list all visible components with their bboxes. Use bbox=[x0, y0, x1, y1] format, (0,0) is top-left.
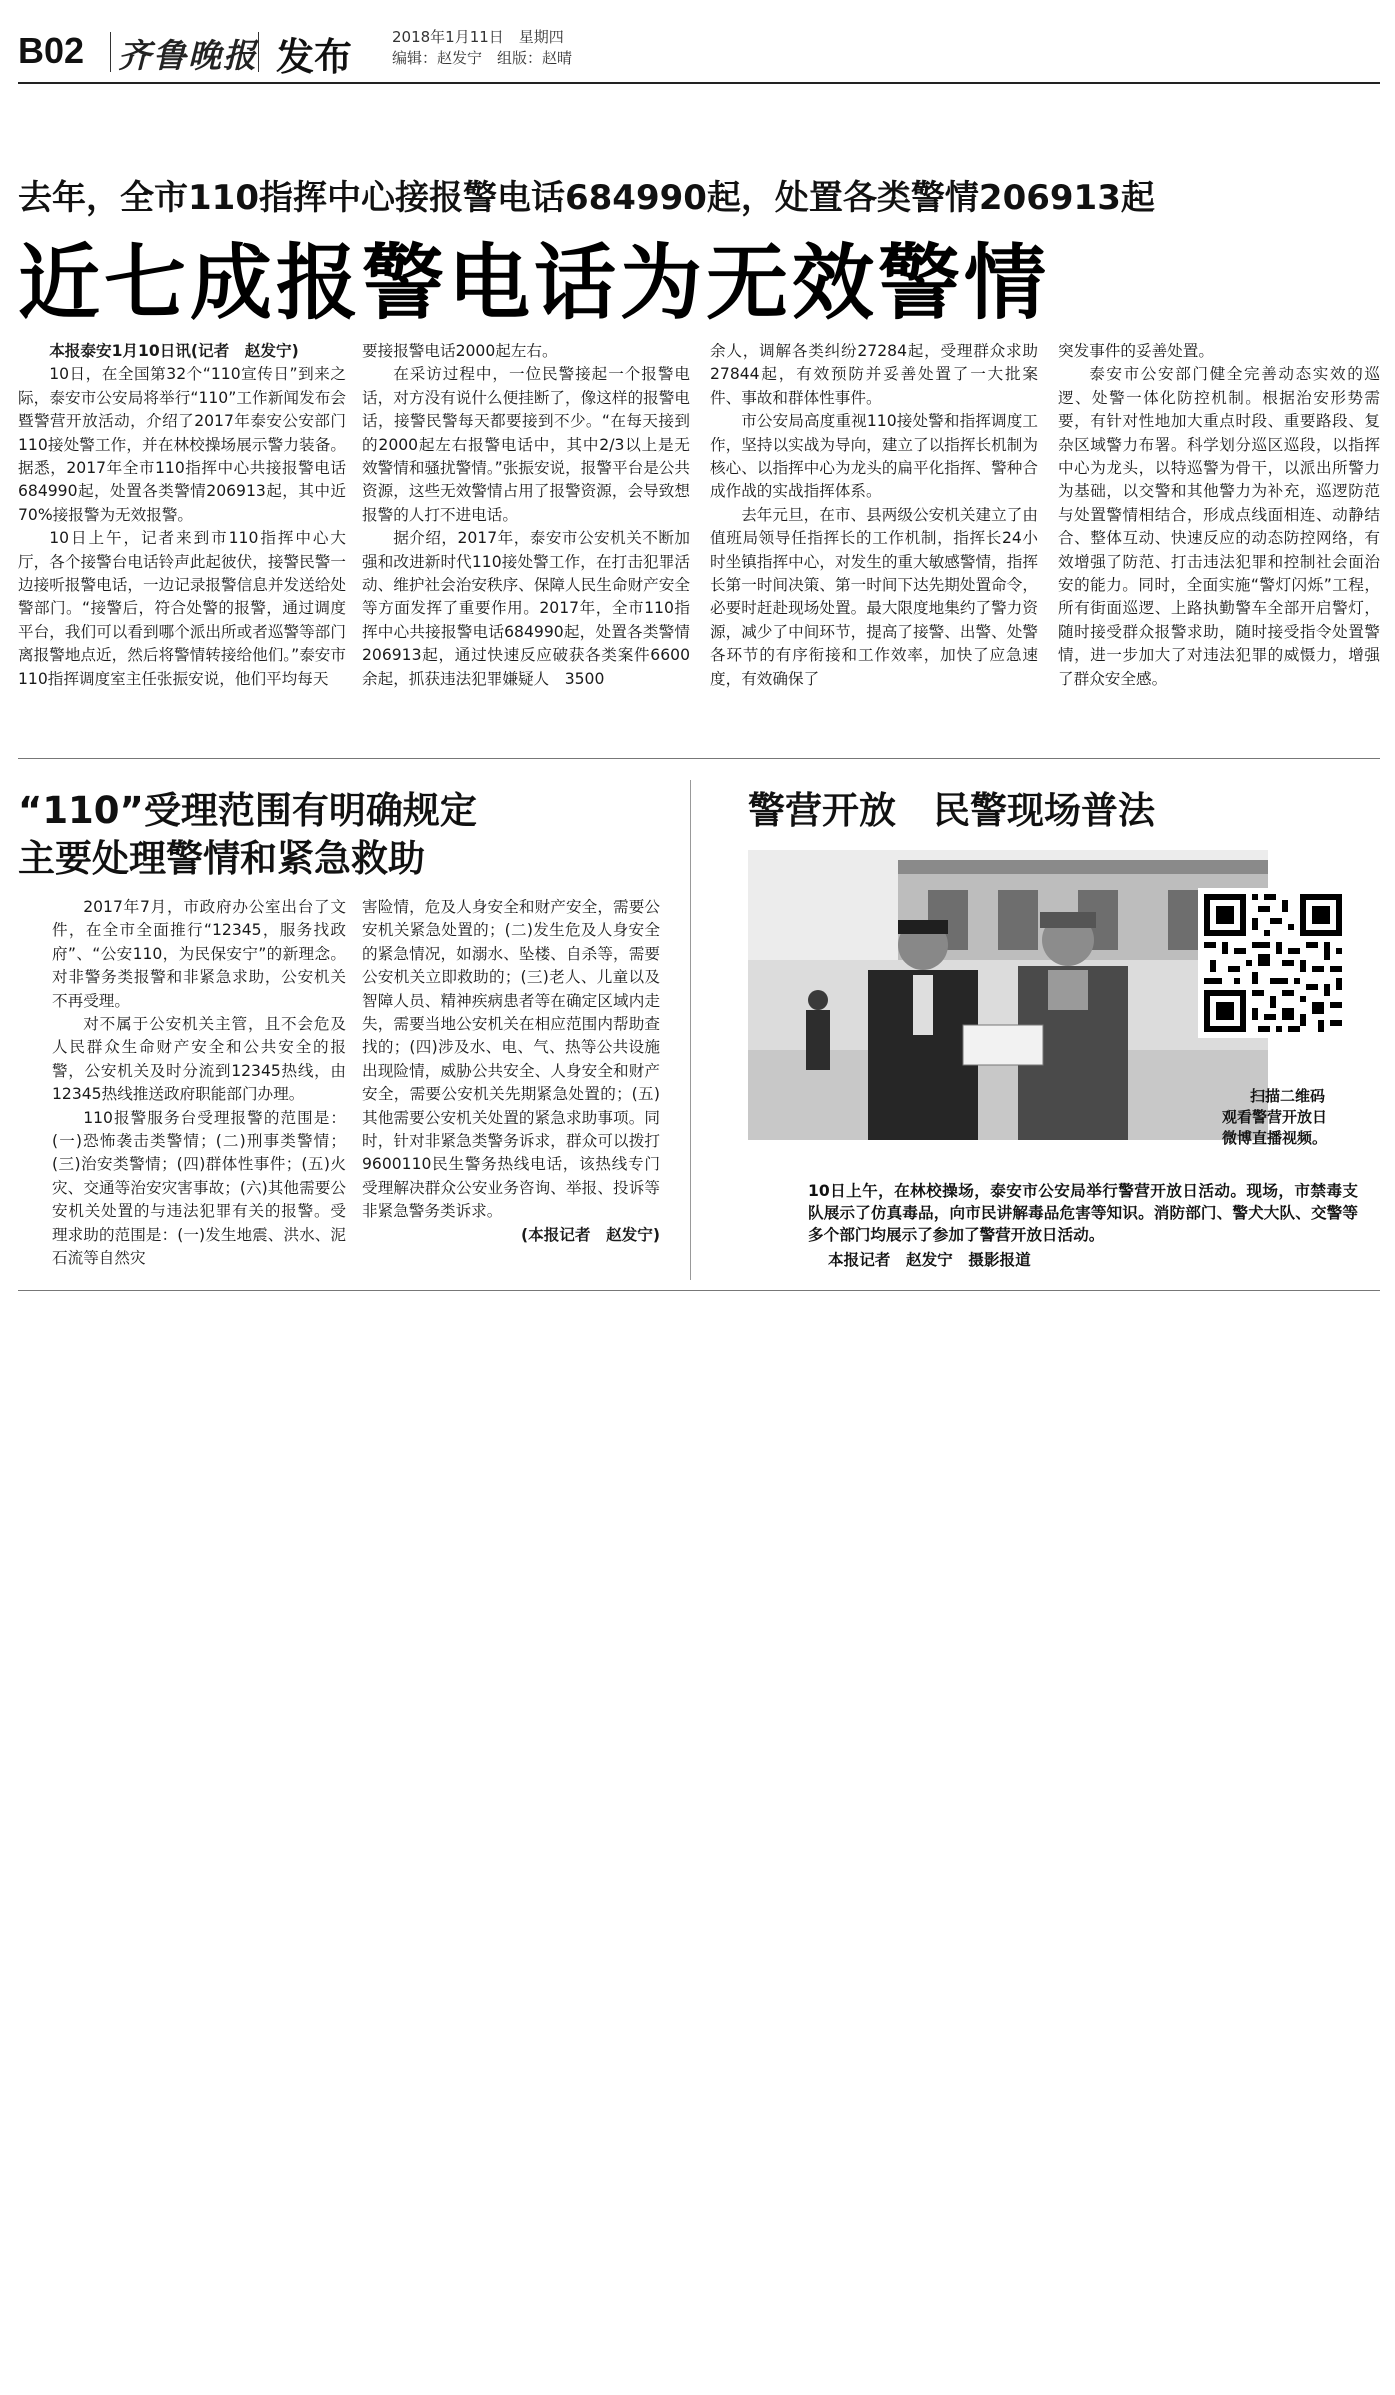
paragraph: 2017年7月，市政府办公室出台了文件，在全市全面推行“12345，服务找政府”、“公安110，为民保安宁”的新理念。对非警务类报警和非紧急求助，公安机关不再受理。 bbox=[52, 898, 346, 1010]
section-rule bbox=[18, 758, 1380, 759]
paragraph: 110报警服务台受理报警的范围是：(一)恐怖袭击类警情；(二)刑事类警情；(三)治安类警情；(四)群体性事件；(五)火灾、交通等治安灾害事故；(六)其他需要公安机关处置的与违法犯罪有关的报警。受理求助的范围是：(一)发生地震、洪水、泥石流等自然灾 bbox=[52, 1108, 346, 1268]
photo-story-headline: 警营开放 民警现场普法 bbox=[748, 789, 1155, 832]
header-divider bbox=[258, 32, 259, 72]
qr-caption-line: 观看警营开放日 bbox=[1222, 1108, 1328, 1126]
paragraph: 在采访过程中，一位民警接起一个报警电话，对方没有说什么便挂断了，像这样的报警电话，接警民警每天都要接到不少。“在每天接到的2000起左右报警电话中，其中2/3以上是无效警情和骚扰警情。”张振安说，报警平台是公共资源，这些无效警情占用了报警资源，会导致想报警的人打不进电话。 bbox=[362, 365, 690, 524]
paper-logo: 齐鲁晚报 bbox=[118, 36, 258, 75]
article-headline: “110”受理范围有明确规定 bbox=[18, 789, 477, 832]
column-divider bbox=[690, 780, 691, 1280]
qr-caption bbox=[1222, 1086, 1372, 1149]
section-title: 发布 bbox=[276, 35, 353, 79]
article-column bbox=[1058, 340, 1380, 691]
signoff: (本报记者 赵发宁) bbox=[520, 1225, 660, 1244]
paragraph: 害险情，危及人身安全和财产安全，需要公安机关紧急处置的；(二)发生危及人身安全的紧急情况，如溺水、坠楼、自杀等，需要公安机关立即救助的；(三)老人、儿童以及智障人员、精神疾病患者等在确定区域内走失，需要当地公安机关在相应范围内帮助查找的；(四)涉及水、电、气、热等公共设施出现险情，威胁公共安全、人身安全和财产安全，需要公安机关先期紧急处置的；(五)其他需要公安机关处置的紧急求助事项。同时，针对非紧急类警务诉求，群众可以拨打9600110民生警务热线电话，该热线专门受理解决群众公安业务咨询、举报、投诉等非紧急警务类诉求。 bbox=[362, 898, 660, 1221]
paragraph: 要接报警电话2000起左右。 bbox=[362, 342, 558, 360]
paragraph: 余人，调解各类纠纷27284起，受理群众求助27844起，有效预防并妥善处置了一大批案件、事故和群体性事件。 bbox=[710, 342, 1038, 407]
qr-caption-line: 微博直播视频。 bbox=[1222, 1129, 1328, 1147]
header-divider bbox=[110, 32, 111, 72]
paragraph: 10日上午，记者来到市110指挥中心大厅，各个接警台电话铃声此起彼伏，接警民警一边接听报警电话，一边记录报警信息并发送给处警部门。“接警后，符合处警的报警，通过调度平台，我们可以看到哪个派出所或者巡警等部门离报警地点近，然后将警情转接给他们。”泰安市110指挥调度室主任张振安说，他们平均每天 bbox=[18, 529, 346, 688]
paragraph: 去年元旦，在市、县两级公安机关建立了由值班局领导任指挥长的工作机制，指挥长24小时坐镇指挥中心，对发生的重大敏感警情，指挥长第一时间决策、第一时间下达先期处置命令，必要时赶赴现场处置。最大限度地集约了警力资源，减少了中间环节，提高了接警、出警、处警各环节的有序衔接和工作效率，加快了应急速度，有效确保了 bbox=[710, 505, 1038, 688]
photo-caption bbox=[808, 1180, 1358, 1246]
article-headline: 主要处理警情和紧急救助 bbox=[18, 837, 425, 880]
article-column bbox=[710, 340, 1038, 691]
paragraph: 突发事件的妥善处置。 bbox=[1058, 342, 1214, 360]
header-rule bbox=[18, 82, 1380, 84]
article-column bbox=[18, 340, 346, 691]
qr-caption-line: 扫描二维码 bbox=[1250, 1087, 1326, 1105]
article-subheadline: 去年，全市110指挥中心接报警电话684990起，处置各类警情206913起 bbox=[18, 178, 1155, 218]
article-column bbox=[362, 340, 690, 691]
paragraph: 泰安市公安部门健全完善动态实效的巡逻、处警一体化防控机制。根据治安形势需要，有针对性地加大重点时段、重要路段、复杂区域警力布署。科学划分巡区巡段，以指挥中心为龙头，以特巡警为骨干，以派出所警力为基础，以交警和其他警力为补充，巡逻防范与处置警情相结合，形成点线面相连、动静结合、整体互动、快速反应的动态防控网络，有效增强了防范、打击违法犯罪和控制社会面治安的能力。同时，全面实施“警灯闪烁”工程，所有街面巡逻、上路执勤警车全部开启警灯，随时接受群众报警求助，随时接受指令处置警情，进一步加大了对违法犯罪的威慑力，增强了群众安全感。 bbox=[1058, 365, 1380, 688]
byline: 本报泰安1月10日讯(记者 赵发宁) bbox=[49, 342, 299, 360]
news-photo bbox=[748, 850, 1268, 1140]
issue-date: 2018年1月11日 星期四 bbox=[392, 28, 564, 46]
photo-caption-text: 10日上午，在林校操场，泰安市公安局举行警营开放日活动。现场，市禁毒支队展示了仿真毒品，向市民讲解毒品危害等知识。消防部门、警犬大队、交警等多个部门均展示了参加了警营开放日活动。 bbox=[808, 1182, 1358, 1244]
paragraph: 市公安局高度重视110接处警和指挥调度工作，坚持以实战为导向，建立了以指挥长机制为核心、以指挥中心为龙头的扁平化指挥、警种合成作战的实战指挥体系。 bbox=[710, 412, 1038, 501]
paragraph: 据介绍，2017年，泰安市公安机关不断加强和改进新时代110接处警工作，在打击犯罪活动、维护社会治安秩序、保障人民生命财产安全等方面发挥了重要作用。2017年，全市110指挥中心共接报警电话684990起，处置各类警情206913起，通过快速反应破获各类案件6600余起，抓获违法犯罪嫌疑人 3500 bbox=[362, 529, 690, 688]
article-column bbox=[52, 896, 346, 1271]
article-column bbox=[362, 896, 660, 1247]
paragraph: 对不属于公安机关主管，且不会危及人民群众生命财产安全和公共安全的报警，公安机关及时分流到12345热线，由12345热线推送政府职能部门办理。 bbox=[52, 1015, 346, 1104]
paragraph: 10日，在全国第32个“110宣传日”到来之际，泰安市公安局将举行“110”工作新闻发布会暨警营开放活动，介绍了2017年泰安公安部门110接处警工作，并在林校操场展示警力装备。据悉，2017年全市110指挥中心共接报警电话684990起，处置各类警情206913起，其中近70%接报警为无效报警。 bbox=[18, 365, 346, 524]
article-headline: 近七成报警电话为无效警情 bbox=[18, 236, 1051, 331]
editor-credits: 编辑：赵发宁 组版：赵晴 bbox=[392, 49, 573, 67]
page-number: B02 bbox=[18, 30, 85, 71]
qr-code[interactable] bbox=[1198, 888, 1348, 1038]
bottom-rule bbox=[18, 1290, 1380, 1291]
photo-credit: 本报记者 赵发宁 摄影报道 bbox=[828, 1251, 1031, 1269]
